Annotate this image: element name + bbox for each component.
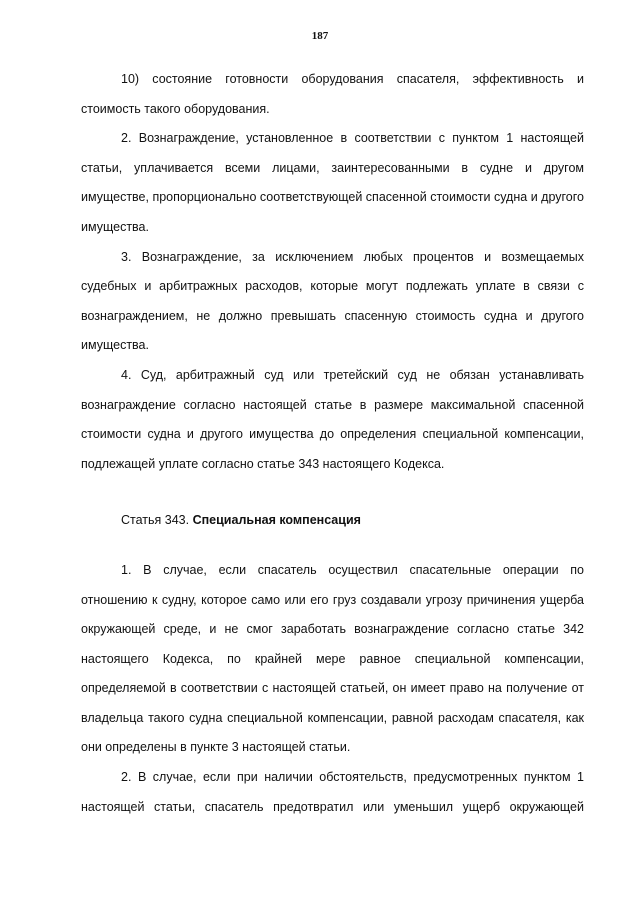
paragraph-item-10: 10) состояние готовности оборудования спасателя, эффективность и стоимость такого оборудования. [81,72,584,116]
document-body [81,65,584,822]
paragraph-clause-2: 2. Вознаграждение, установленное в соответствии с пунктом 1 настоящей статьи, уплачивается всеми лицами, заинтересованными в судне и другом имуществе, пропорционально соответствующей спасенной стоимости судна и другого имущества. [81,131,584,234]
paragraph-article-clause-2: 2. В случае, если при наличии обстоятельств, предусмотренных пунктом 1 настоящей статьи, спасатель предотвратил или уменьшил ущерб окружающей [81,770,584,814]
page-number: 187 [311,30,329,42]
paragraph-clause-3: 3. Вознаграждение, за исключением любых процентов и возмещаемых судебных и арбитражных расходов, которые могут подлежать уплате в связи с вознаграждением, не должно превышать спасенную стоимость судна и другого имущества. [81,249,584,353]
paragraph-clause-4: 4. Суд, арбитражный суд или третейский суд не обязан устанавливать вознаграждение согласно настоящей статье в размере максимальной спасенной стоимости судна и другого имущества до определения специальной компенсации, подлежащей уплате согласно статье 343 настоящего Кодекса. [81,367,584,471]
article-title: Специальная компенсация [192,513,361,528]
paragraph-article-clause-1: 1. В случае, если спасатель осуществил спасательные операции по отношению к судну, которое само или его груз создавали угрозу причинения ущерба окружающей среде, и не смог заработать вознаграждение согласно статье 342 настоящего Кодекса, по крайней мере равное специальной компенсации, определяемой в соответствии с настоящей статьей, он имеет право на получение от владельца такого судна специальной компенсации, равной расходам спасателя, как они определены в пункте 3 настоящей статьи. [81,562,584,755]
article-label: Статья 343. [121,513,190,528]
article-heading [81,479,584,556]
